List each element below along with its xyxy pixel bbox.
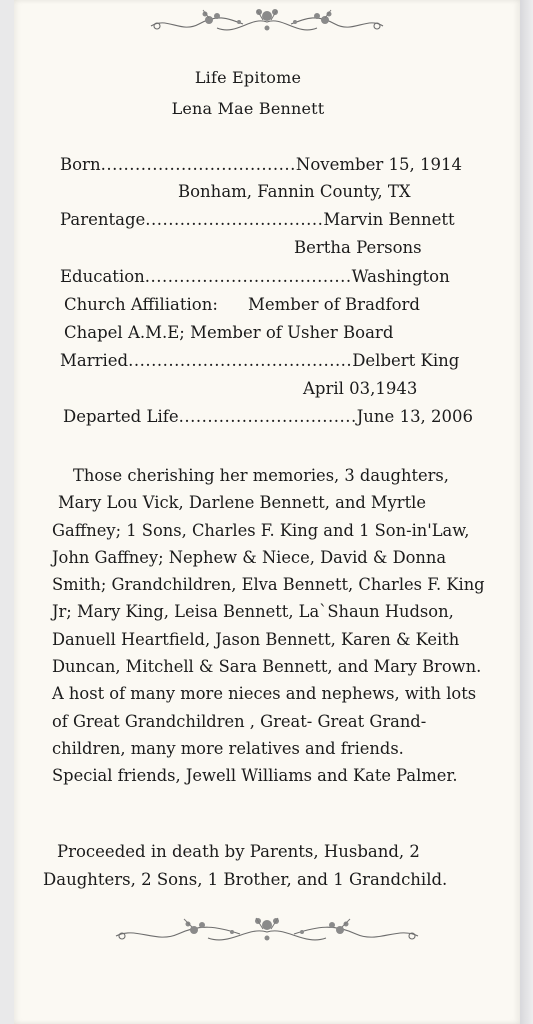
survivors-line: Special friends, Jewell Williams and Kate Palmer.: [52, 766, 458, 786]
parentage-dots: ...............................: [145, 210, 324, 229]
spouse-name: Delbert King: [352, 351, 460, 370]
floral-scroll-ornament-icon: [0, 6, 533, 40]
parentage-label: Parentage: [60, 210, 146, 229]
preceded-line-1: Proceeded in death by Parents, Husband, 2: [57, 842, 420, 861]
married-label: Married: [60, 351, 129, 370]
born-date: November 15, 1914: [295, 155, 462, 174]
departed-label: Departed Life: [63, 407, 179, 426]
married-row: [60, 351, 459, 370]
survivors-paragraph: [52, 462, 485, 790]
page-title: Life Epitome: [194, 68, 302, 87]
married-date: April 03,1943: [303, 379, 418, 398]
church-value: Member of Bradford: [248, 295, 420, 314]
survivors-line: Smith; Grandchildren, Elva Bennett, Charles F. King: [52, 575, 485, 595]
survivors-line: Duncan, Mitchell & Sara Bennett, and Mary Brown.: [52, 657, 482, 677]
survivors-line: Those cherishing her memories, 3 daughters,: [73, 466, 449, 485]
preceded-line-2: Daughters, 2 Sons, 1 Brother, and 1 Grandchild.: [43, 870, 448, 889]
survivors-line: Danuell Heartfield, Jason Bennett, Karen & Keith: [52, 629, 460, 649]
survivors-line: Gaffney; 1 Sons, Charles F. King and 1 Son-in'Law,: [52, 520, 470, 540]
parent-father: Marvin Bennett: [323, 210, 455, 229]
born-place: Bonham, Fannin County, TX: [178, 182, 411, 201]
departed-row: [63, 407, 473, 426]
survivors-line: Mary Lou Vick, Darlene Bennett, and Myrtle: [58, 493, 426, 513]
education-row: [60, 267, 450, 286]
floral-scroll-ornament-icon: [0, 914, 533, 948]
parent-mother: Bertha Persons: [294, 238, 422, 257]
education-dots: ....................................: [144, 267, 352, 286]
education-label: Education: [60, 267, 145, 286]
married-dots: .......................................: [128, 351, 353, 370]
departed-date: June 13, 2006: [356, 407, 474, 426]
departed-dots: ...............................: [178, 407, 357, 426]
survivors-line: John Gaffney; Nephew & Niece, David & Donna: [52, 547, 447, 567]
survivors-line: A host of many more nieces and nephews, with lots: [52, 684, 477, 704]
church-label: Church Affiliation:: [64, 295, 218, 314]
survivors-line: Jr; Mary King, Leisa Bennett, La`Shaun Hudson,: [52, 602, 454, 622]
deceased-name: Lena Mae Bennett: [171, 99, 325, 118]
born-dots: ..................................: [100, 155, 296, 174]
survivors-line: children, many more relatives and friends.: [52, 738, 404, 758]
page-edge: [520, 0, 533, 1024]
survivors-line: of Great Grandchildren , Great- Great Grand-: [52, 711, 427, 731]
parentage-row: [60, 210, 455, 229]
born-label: Born: [60, 155, 101, 174]
born-row: [60, 155, 462, 174]
church-line-2: Chapel A.M.E; Member of Usher Board: [64, 323, 394, 342]
education-value: Washington: [351, 267, 450, 286]
